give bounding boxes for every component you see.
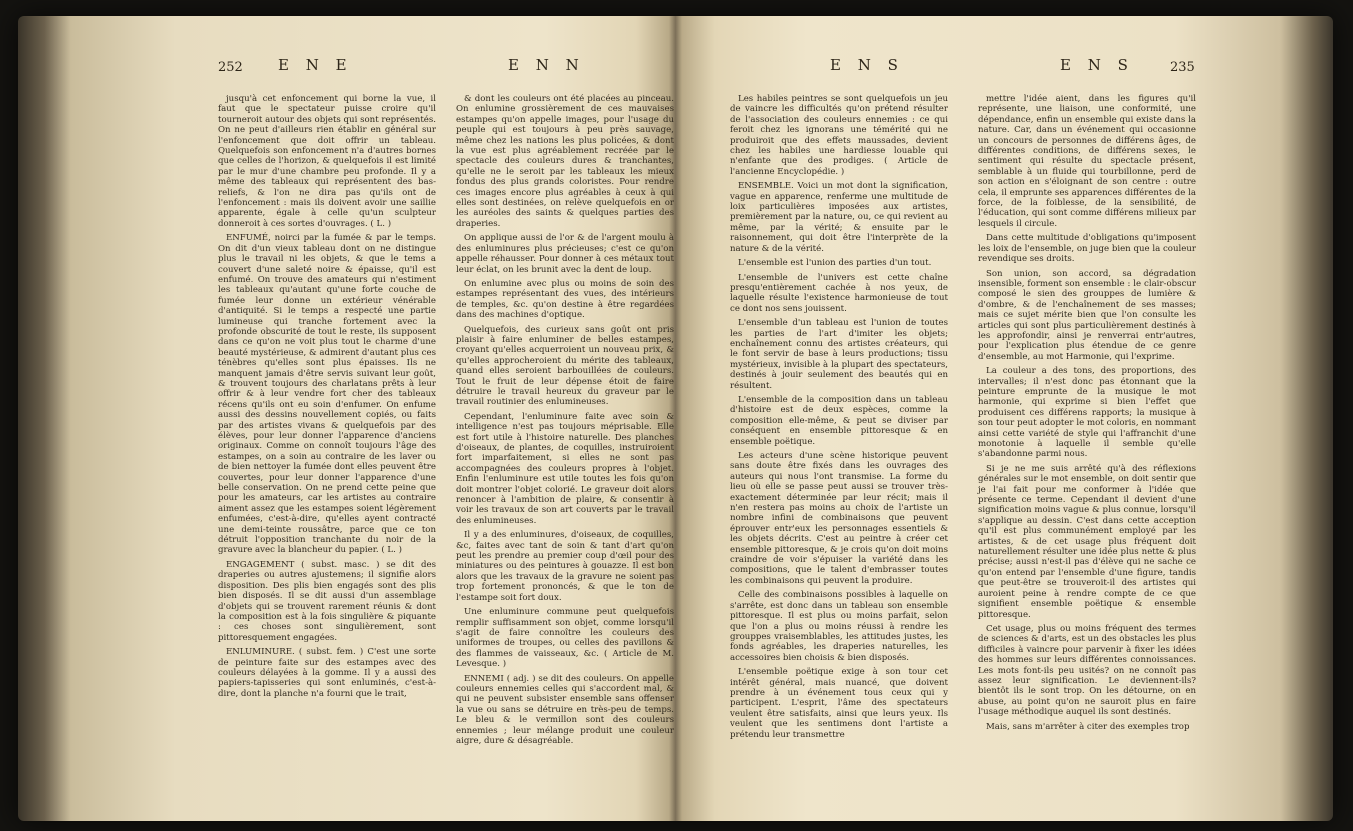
paragraph: ENGAGEMENT ( subst. masc. ) se dit des draperies ou autres ajustemens; il signifie alors disposition. Des plis bien engagés sont des plis bien disposés. Il se dit aussi d'un assemblage d'objets qui se trouvent rarement réunis & dont la composition est à la fois singulière & piquante : ces choses sont singulièrement, sont pittoresquement engagées. [218, 559, 436, 643]
paragraph: L'ensemble de l'univers est cette chaîne presqu'entièrement cachée à nos yeux, de laquelle résulte l'existence harmonieuse de tout ce dont nos sens jouissent. [730, 272, 948, 314]
paragraph: Quelquefois, des curieux sans goût ont pris plaisir à faire enluminer de belles estampes, croyant qu'elles acquerroient un nouveau prix, & qu'elles approcheroient du mérite des tableaux, quand elles seroient barbouillées de couleurs. Tout le fruit de leur dépense étoit de faire détruire le travail heureux du graveur par le travail routinier des enlumineuses. [456, 324, 674, 408]
paragraph: La couleur a des tons, des proportions, des intervalles; il n'est donc pas étonnant que la peinture emprunte de la musique le mot harmonie, qui exprime si bien l'effet que produisent ces différens rapports; la musique à son tour peut adopter le mot coloris, en nommant ainsi cette variété de style qui l'affranchit d'une monotonie à laquelle il semble qu'elle s'abandonne parmi nous. [978, 366, 1196, 460]
right-running-head-2: E N S [1060, 56, 1134, 74]
right-page-number: 235 [1170, 60, 1195, 75]
paragraph: ENLUMINURE. ( subst. fem. ) C'est une sorte de peinture faite sur des estampes avec des couleurs délayées à la gomme. Il y a aussi des papiers-tapisseries qui sont enluminés, c'est-à-dire, dont la planche n'a fourni que le trait, [218, 647, 436, 699]
paragraph: Si je ne me suis arrêté qu'à des réflexions générales sur le mot ensemble, on doit sentir que je l'ai fait pour me conformer à l'idée que présente ce terme. Cependant il devient d'une signification moins vague & plus connue, lorsqu'il s'applique au dessin. C'est dans cette acception qu'il est plus communément employé par les artistes, & de cet usage plus fréquent doit naturellement résulter une idée plus nette & plus précise; aussi n'est-il pas d'élève qui ne sache ce qu'on entend par l'ensemble d'une figure, tandis que peut-être se trouveroit-il des artistes qui auroient peine à rendre compte de ce que signifient ensemble poëtique & ensemble pittoresque. [978, 463, 1196, 620]
right-running-head-1: E N S [830, 56, 904, 74]
paragraph: L'ensemble poëtique exige à son tour cet intérêt général, mais nuancé, que doivent prendre à un événement tous ceux qui y participent. L'esprit, l'âme des spectateurs veulent être satisfaits, ainsi que leurs yeux. Ils veulent que les sentimens dont l'artiste a prétendu leur transmettre [730, 667, 948, 740]
left-page-number: 252 [218, 60, 243, 75]
open-book [18, 16, 1333, 821]
paragraph: Dans cette multitude d'obligations qu'imposent les loix de l'ensemble, on juge bien que la couleur revendique ses droits. [978, 233, 1196, 265]
right-column-2 [978, 94, 1196, 736]
left-running-head-2: E N N [508, 56, 585, 74]
paragraph: mettre l'idée aient, dans les figures qu'il représente, une liaison, une conformité, une dépendance, enfin un ensemble qui existe dans la nature. Car, dans un événement qui occasionne un concours de personnes de différens âges, de différentes conditions, de différens sexes, le sentiment qui résulte du spectacle présent, semblable à un fluide qui tourbillonne, perd de son action en s'éloignant de son centre : outre cela, il emprunte ses apparences différentes de la force, de la foiblesse, de la sensibilité, de l'éducation, qui sont comme différens milieux par lesquels il circule. [978, 94, 1196, 229]
paragraph: L'ensemble est l'union des parties d'un tout. [738, 258, 932, 269]
paragraph: On applique aussi de l'or & de l'argent moulu à des enluminures plus précieuses; c'est ce qu'on appelle réhausser. Pour donner à ces métaux tout leur éclat, on les brunit avec la dent de loup. [456, 233, 674, 275]
paragraph: Cet usage, plus ou moins fréquent des termes de sciences & d'arts, est un des obstacles les plus difficiles à vaincre pour parvenir à fixer les idées des hommes sur leurs différentes connoissances. Les mots font-ils peu usités? on ne connoît pas assez leur signification. Le deviennent-ils? bientôt ils le sont trop. On les détourne, on en abuse, au point qu'on ne sauroit plus en faire l'usage méthodique auquel ils sont destinés. [978, 623, 1196, 718]
paragraph: ENNEMI ( adj. ) se dit des couleurs. On appelle couleurs ennemies celles qui s'accordent mal, & qui ne peuvent subsister ensemble sans offenser la vue ou sans se détruire en très-peu de temps. Le bleu & le vermillon sont des couleurs ennemies ; leur mélange produit une couleur aigre, dure & désagréable. [456, 673, 674, 746]
left-column-1 [218, 94, 436, 703]
paragraph: L'ensemble d'un tableau est l'union de toutes les parties de l'art d'imiter les objets; enchaînement connu des artistes créateurs, qui le font servir de base à leurs productions; tissu mystérieux, invisible à la plupart des spectateurs, destinés à jouir seulement des beautés qui en résultent. [730, 318, 948, 391]
paragraph: ENFUMÉ, noirci par la fumée & par le temps. On dit d'un vieux tableau dont on ne distingue plus le travail ni les objets, & que le tems a couvert d'une saleté noire & épaisse, qu'il est enfumé. On trouve des amateurs qui n'estiment les tableaux qu'autant qu'une forte couche de fumée leur donne un extérieur vénérable d'antiquité. Si le temps a respecté une partie lumineuse qui tranche fortement avec la profonde obscurité de tout le reste, ils supposent dans ce qu'on ne voit plus tout le charme d'une beauté mystérieuse, & admirent d'autant plus ces ténèbres qu'elles sont plus épaisses. Ils ne manquent jamais d'être servis suivant leur goût, & trouvent toujours des charlatans prêts à leur offrir & à leur vendre fort cher des tableaux récens qu'ils ont eu soin d'enfumer. On enfume aussi des dessins nouvellement copiés, ou faits par des artistes vivans & quelquefois par des élèves, pour leur donner l'apparence d'anciens originaux. Comme on connoît toujours l'âge des estampes, on a soin au contraire de les laver ou de bien nettoyer la fumée dont elles peuvent être couvertes, pour leur donner l'apparence d'une belle conservation. On ne prend cette peine que pour les amateurs, car les artistes au contraire aiment assez que les estampes soient légèrement enfumées, c'est-à-dire, qu'elles ayent contracté une demi-teinte roussâtre, parce que ce ton détruit l'opposition tranchante du noir de la gravure avec la blancheur du papier. ( L. ) [218, 233, 436, 556]
paragraph: L'ensemble de la composition dans un tableau d'histoire est de deux espèces, comme la composition elle-même, & peut se diviser par conséquent en ensemble pittoresque & en ensemble poëtique. [730, 394, 948, 447]
paragraph: Une enluminure commune peut quelquefois remplir suffisamment son objet, comme lorsqu'il s'agit de faire connoître les couleurs des uniformes de troupes, ou celles des pavillons & des flammes de vaisseaux, &c. ( Article de M. Levesque. ) [456, 607, 674, 670]
right-column-1 [730, 94, 948, 744]
paragraph: Les acteurs d'une scène historique peuvent sans doute être fixés dans les ouvrages des auteurs qui nous l'ont transmise. La forme du lieu où elle se passe peut aussi se trouver très-exactement déterminée par leur récit; mais il n'en restera pas moins au choix de l'artiste un nombre infini de combinaisons que peuvent éprouver entr'eux les personnages essentiels & les objets décrits. C'est au peintre à créer cet ensemble pittoresque, & je crois qu'on doit moins craindre de voir s'épuiser la variété dans les compositions, que le talent d'embrasser toutes les combinaisons qui peuvent la produire. [730, 451, 948, 586]
paragraph: jusqu'à cet enfoncement qui borne la vue, il faut que le spectateur puisse croire qu'il tourneroit autour des objets qui sont représentés. On ne peut d'ailleurs rien établir en général sur l'enfoncement que doit offrir un tableau. Quelquefois son enfoncement n'a d'autres bornes que celles de l'horizon, & quelquefois il est limité par le mur d'une chambre peu profonde. Il y a même des tableaux qui représentent des bas-reliefs, & l'on ne dira pas qu'ils ont de l'enfoncement : mais ils doivent avoir une saillie apparente, égale à celle qu'un sculpteur donneroit à ces sortes d'ouvrages. ( L. ) [218, 94, 436, 229]
paragraph: Les habiles peintres se sont quelquefois un jeu de vaincre les difficultés qu'on prétend résulter de l'association des couleurs ennemies : ce qui feroit chez les ignorans une témérité qui ne produiroit que des effets maussades, devient chez les habiles une hardiesse louable qui n'enfante que des prodiges. ( Article de l'ancienne Encyclopédie. ) [730, 94, 948, 177]
left-column-2 [456, 94, 674, 750]
paragraph: Il y a des enluminures, d'oiseaux, de coquilles, &c, faites avec tant de soin & tant d'art qu'on peut les prendre au premier coup d'œil pour des miniatures ou des peintures à gouazze. Il est bon alors que les travaux de la gravure ne soient pas trop fortement prononcés, & que le ton de l'estampe soit fort doux. [456, 530, 674, 603]
paragraph: Cependant, l'enluminure faite avec soin & intelligence n'est pas toujours méprisable. Elle est fort utile à l'histoire naturelle. Des planches d'oiseaux, de plantes, de coquilles, instruiroient fort imparfaitement, si elles ne sont pas accompagnées des couleurs propres à l'objet. Enfin l'enluminure est utile toutes les fois qu'on doit montrer l'objet colorié. Le graveur doit alors renoncer à l'ambition de plaire, & consentir à voir les travaux de son art couverts par le travail des enlumineuses. [456, 411, 674, 526]
paragraph: & dont les couleurs ont été placées au pinceau. On enlumine grossièrement de ces mauvaises estampes qu'on appelle images, pour l'usage du peuple qui est toujours à peu près sauvage, même chez les nations les plus policées, & dont la vue est plus agréablement recréée par le spectacle des couleurs dures & tranchantes, qu'elle ne le seroit par les tableaux les mieux fondus des plus grands coloristes. Pour rendre ces images encore plus agréables à ceux à qui elles sont destinées, on relève quelquefois en or les auréoles des saints & quelques parties des draperies. [456, 94, 674, 229]
paragraph: Celle des combinaisons possibles à laquelle on s'arrête, est donc dans un tableau son ensemble pittoresque. Il est plus ou moins parfait, selon que l'on a plus ou moins réussi à rendre les grouppes vraisemblables, les attitudes justes, les fonds agréables, les draperies naturelles, les accessoires bien choisis & bien disposés. [730, 590, 948, 663]
paragraph: ENSEMBLE. Voici un mot dont la signification, vague en apparence, renferme une multitude de loix particulières imposées aux artistes, premièrement par la nature, ou, ce qui revient au même, par la vérité; & ensuite par le raisonnement, qui doit être l'interprète de la nature & de la vérité. [730, 181, 948, 254]
paragraph: Mais, sans m'arrêter à citer des exemples trop [986, 721, 1190, 732]
left-running-head-1: E N E [278, 56, 353, 74]
paragraph: On enlumine avec plus ou moins de soin des estampes représentant des vues, des intérieurs de temples, &c. qu'on destine à être regardées dans des machines d'optique. [456, 278, 674, 321]
paragraph: Son union, son accord, sa dégradation insensible, forment son ensemble : le clair-obscur composé le sien des grouppes de lumière & d'ombre, & de l'enchaînement de ses masses; mais ce sujet mérite bien que l'on consulte les articles qui sont plus particulièrement destinés à les approfondir, ainsi je renverrai entr'autres, pour l'explication plus étendue de ce genre d'ensemble, au mot Harmonie, qui l'exprime. [978, 268, 1196, 362]
